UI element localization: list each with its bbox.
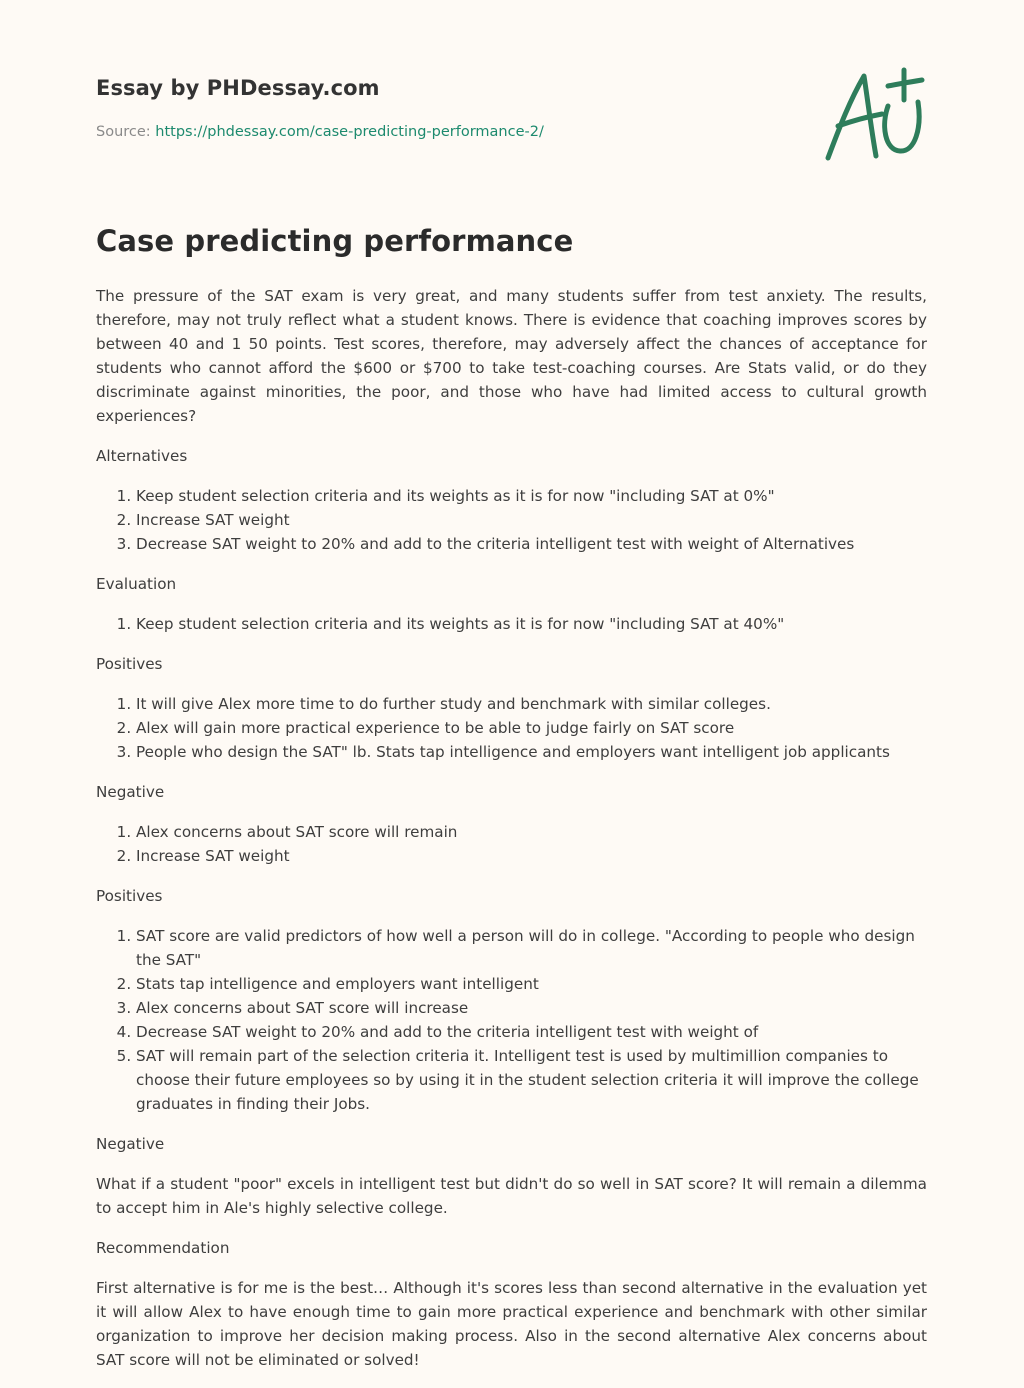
list-item: 3. Alex concerns about SAT score will increase [136, 996, 927, 1020]
header-brand: Essay by PHDessay.com [96, 76, 380, 100]
negative-heading-2: Negative [96, 1135, 165, 1153]
list-item: 3. People who design the SAT" lb. Stats tap intelligence and employers want intelligent job applicants [136, 740, 927, 764]
article-title: Case predicting performance [96, 224, 574, 258]
list-item: 5. SAT will remain part of the selection criteria it. Intelligent test is used by multimillion companies to choose their future employees so by using it in the student selection criteria it will improve the college graduates in finding their Jobs. [136, 1044, 927, 1116]
evaluation-heading: Evaluation [96, 575, 177, 593]
alternatives-heading: Alternatives [96, 447, 188, 465]
negative-list [96, 820, 927, 868]
positives-list-2 [96, 924, 927, 1116]
list-item: 3. Decrease SAT weight to 20% and add to the criteria intelligent test with weight of Alternatives [136, 532, 927, 556]
evaluation-list [96, 612, 927, 636]
header-source [96, 124, 544, 140]
article-body [96, 284, 927, 1388]
recommendation-heading: Recommendation [96, 1239, 230, 1257]
source-label: Source: [96, 124, 151, 140]
list-item: 1. SAT score are valid predictors of how well a person will do in college. "According to people who design the SAT" [136, 924, 927, 972]
list-item: 2. Alex will gain more practical experience to be able to judge fairly on SAT score [136, 716, 927, 740]
list-item: 1. Alex concerns about SAT score will remain [136, 820, 927, 844]
a-plus-logo-icon [818, 64, 930, 168]
list-item: 1. Keep student selection criteria and its weights as it is for now "including SAT at 40%" [136, 612, 927, 636]
negative-paragraph: What if a student "poor" excels in intelligent test but didn't do so well in SAT score? It will remain a dilemma to accept him in Ale's highly selective college. [96, 1175, 927, 1217]
list-item: 4. Decrease SAT weight to 20% and add to the criteria intelligent test with weight of [136, 1020, 927, 1044]
alternatives-list [96, 484, 927, 556]
positives-list [96, 692, 927, 764]
negative-heading: Negative [96, 783, 165, 801]
intro-paragraph: The pressure of the SAT exam is very great, and many students suffer from test anxiety. The results, therefore, may not truly reflect what a student knows. There is evidence that coaching improves scores by between 40 and 1 50 points. Test scores, therefore, may adversely affect the chances of acceptance for students who cannot afford the $600 or $700 to take test-coaching courses. Are Stats valid, or do they discriminate against minorities, the poor, and those who have had limited access to cultural growth experiences? [96, 287, 927, 425]
source-link[interactable]: https://phdessay.com/case-predicting-performance-2/ [155, 124, 544, 140]
recommendation-paragraph: First alternative is for me is the best… Although it's scores less than second alternative in the evaluation yet it will allow Alex to have enough time to gain more practical experience and benchmark with other similar organization to improve her decision making process. Also in the second alternative Alex concerns about SAT score will not be eliminated or solved! [96, 1279, 927, 1369]
list-item: 1. It will give Alex more time to do further study and benchmark with similar colleges. [136, 692, 927, 716]
list-item: 2. Increase SAT weight [136, 844, 927, 868]
list-item: 2. Stats tap intelligence and employers want intelligent [136, 972, 927, 996]
list-item: 2. Increase SAT weight [136, 508, 927, 532]
positives-heading: Positives [96, 655, 163, 673]
list-item: 1. Keep student selection criteria and its weights as it is for now "including SAT at 0%" [136, 484, 927, 508]
positives-heading-2: Positives [96, 887, 163, 905]
